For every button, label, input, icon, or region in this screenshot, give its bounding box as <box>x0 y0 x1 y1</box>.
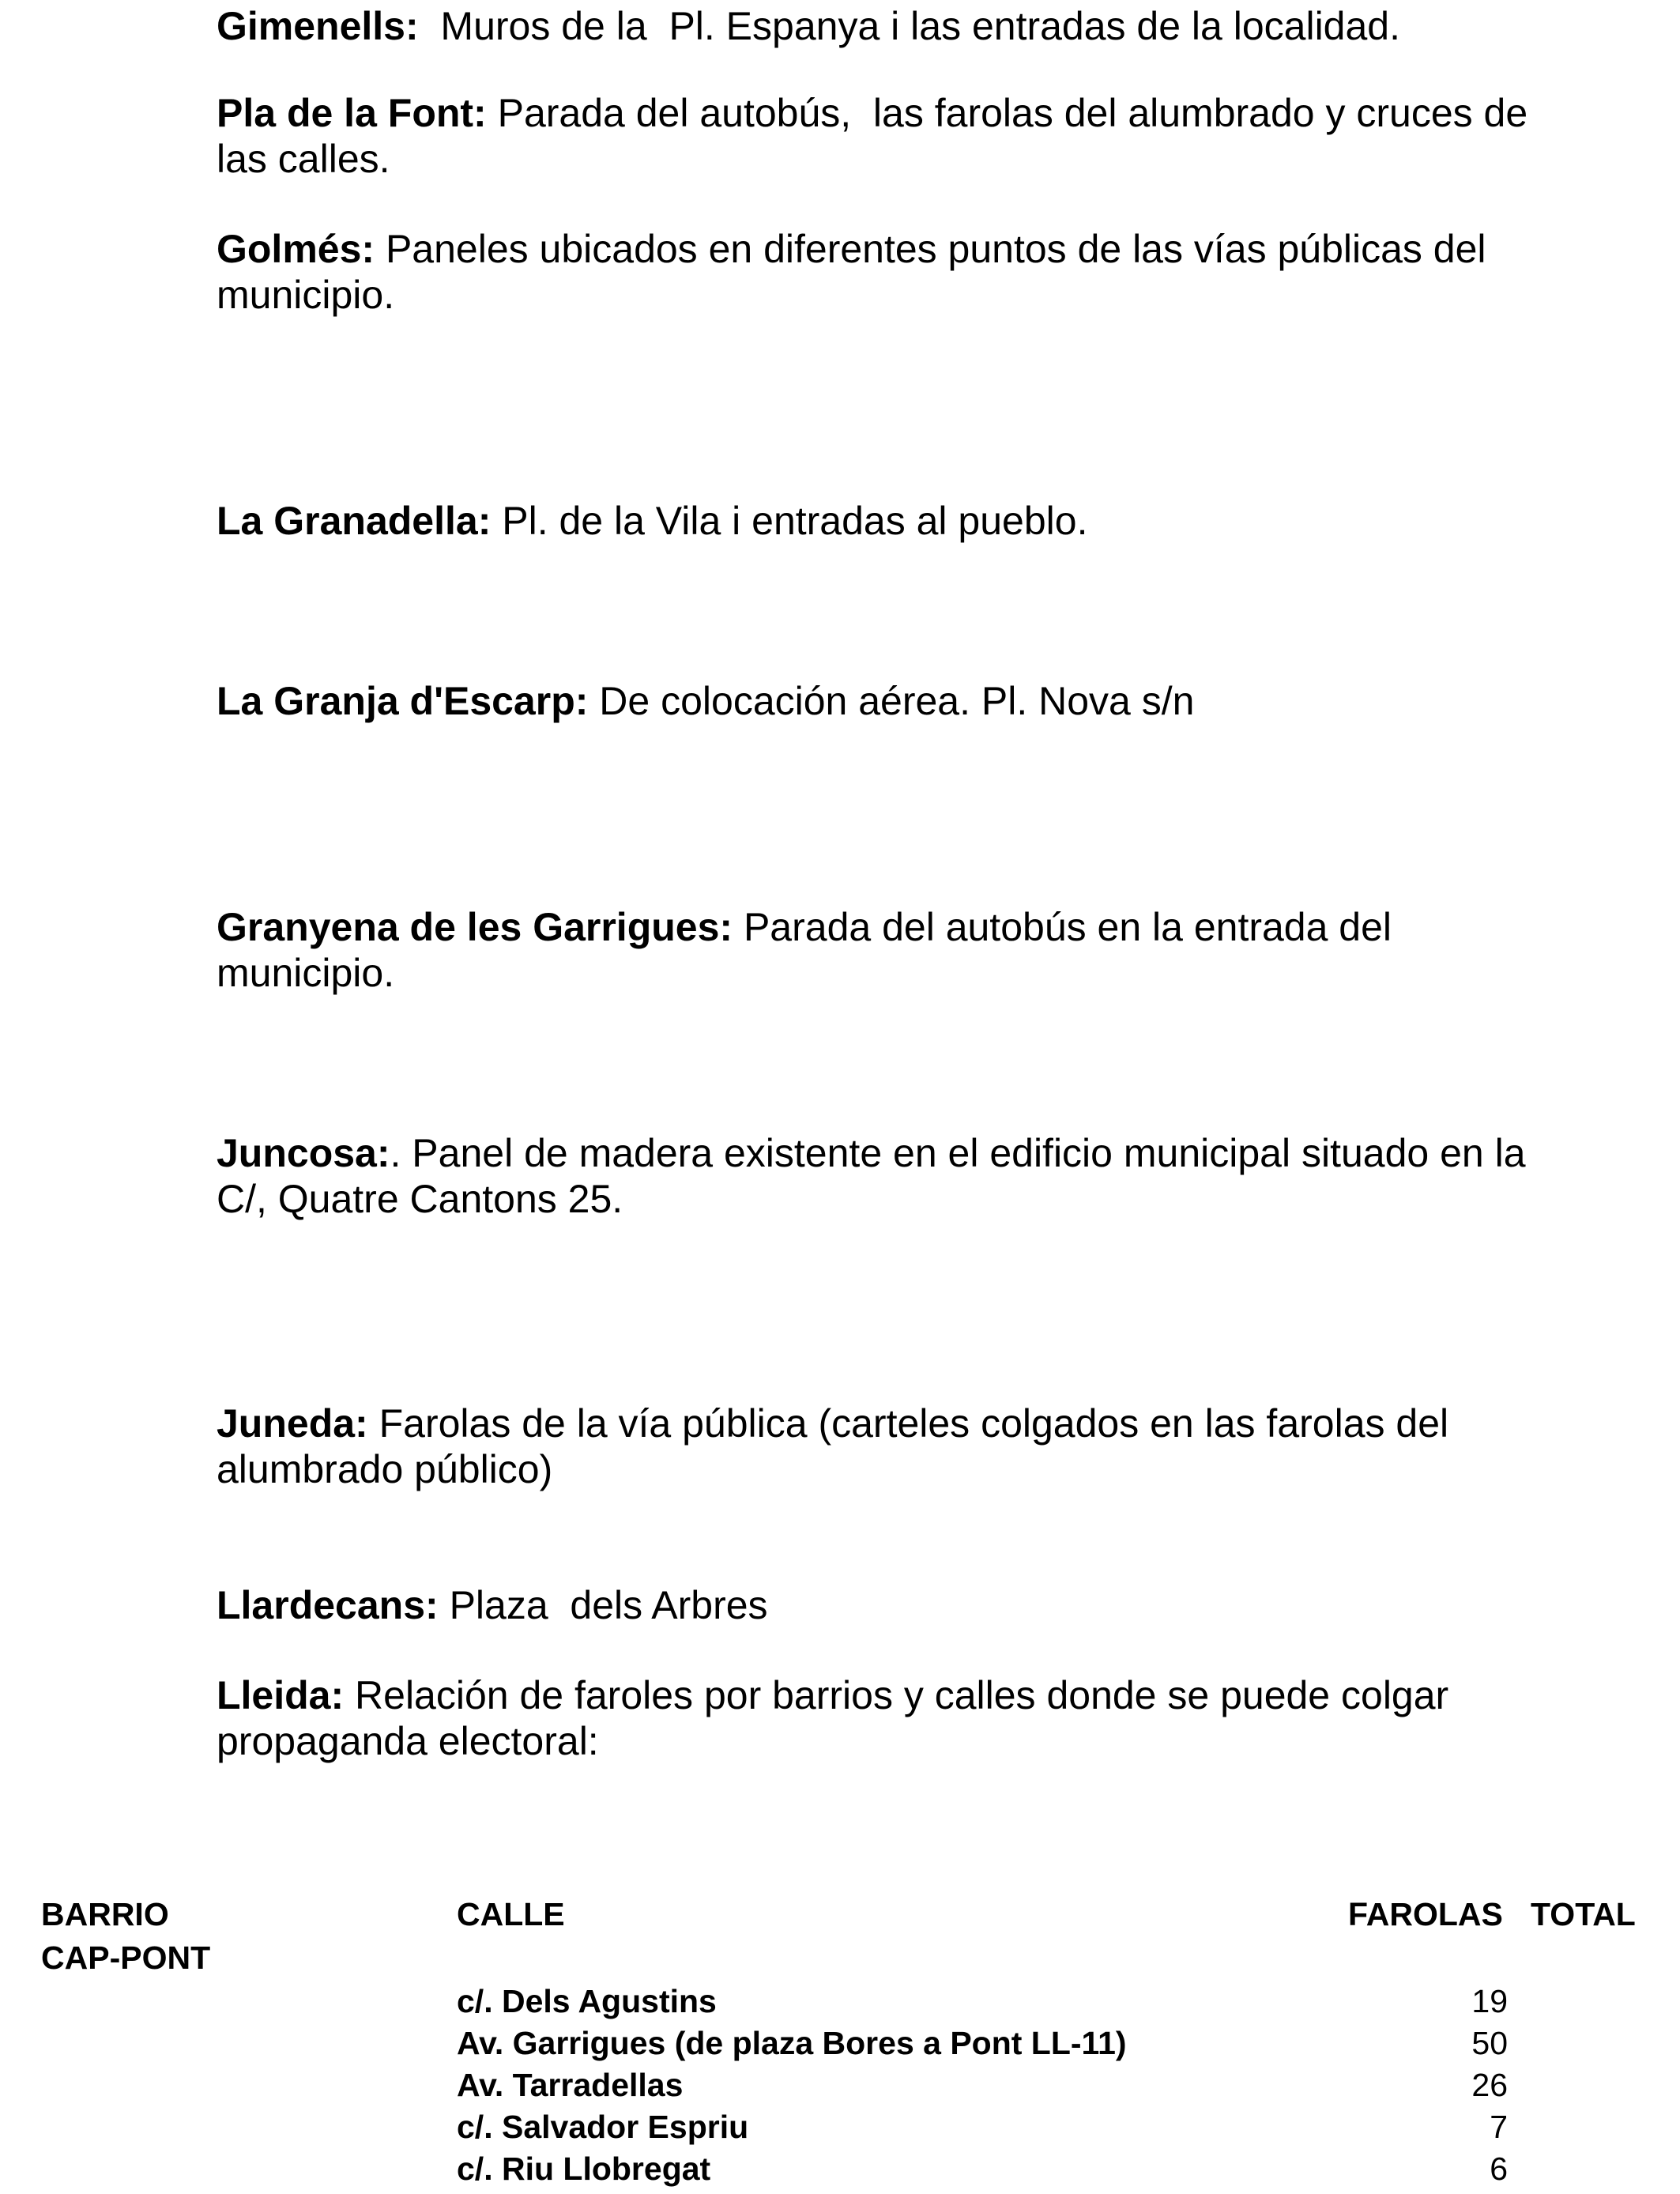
entry-la-granadella <box>217 498 1544 544</box>
header-total: TOTAL <box>1531 1896 1636 1932</box>
farolas-count: 26 <box>1471 2067 1508 2103</box>
table-row <box>0 1980 1680 2022</box>
entry-golmes <box>217 226 1544 318</box>
header-barrio: BARRIO <box>41 1896 169 1932</box>
farolas-count: 19 <box>1471 1983 1508 2019</box>
table-row <box>0 2022 1680 2064</box>
entry-pla-de-la-font <box>217 90 1544 182</box>
entry-text: . Panel de madera existente en el edificio municipal situado en la C/, Quatre Cantons 25. <box>217 1131 1526 1221</box>
header-calle: CALLE <box>457 1896 565 1932</box>
entry-lleida <box>217 1672 1544 1764</box>
table-row <box>0 2064 1680 2105</box>
entry-name: Lleida: <box>217 1673 345 1717</box>
entry-text: Paneles ubicados en diferentes puntos de las vías públicas del municipio. <box>217 227 1486 317</box>
entry-text: Parada del autobús en la entrada del municipio. <box>217 905 1392 995</box>
street-name: c/. Salvador Espriu <box>457 2109 749 2145</box>
street-name: c/. Dels Agustins <box>457 1983 717 2019</box>
farolas-count: 50 <box>1471 2025 1508 2061</box>
entry-name: Gimenells: <box>217 4 419 48</box>
entry-text: Farolas de la vía pública (carteles colgados en las farolas del alumbrado público) <box>217 1401 1449 1491</box>
entry-text: De colocación aérea. Pl. Nova s/n <box>588 679 1195 723</box>
entry-name: Juneda: <box>217 1401 368 1446</box>
farolas-count: 6 <box>1490 2151 1508 2187</box>
entry-name: Granyena de les Garrigues: <box>217 905 733 949</box>
table-row <box>0 2147 1680 2189</box>
table-row <box>0 2105 1680 2147</box>
entry-text: Plaza dels Arbres <box>438 1583 768 1627</box>
entry-text: Muros de la Pl. Espanya i las entradas de la localidad. <box>418 4 1400 48</box>
entry-name: Golmés: <box>217 227 375 271</box>
entry-la-granja-descarp <box>217 678 1544 724</box>
entry-text: Parada del autobús, las farolas del alumbrado y cruces de las calles. <box>217 91 1539 181</box>
street-name: Av. Tarradellas <box>457 2067 684 2103</box>
entry-llardecans <box>217 1582 1544 1628</box>
street-name: c/. Riu Llobregat <box>457 2151 711 2187</box>
entry-name: Llardecans: <box>217 1583 439 1627</box>
entry-juncosa <box>217 1130 1544 1222</box>
entry-text: Pl. de la Vila i entradas al pueblo. <box>491 499 1088 543</box>
entry-granyena <box>217 904 1544 996</box>
entry-name: Pla de la Font: <box>217 91 487 135</box>
barrio-name: CAP-PONT <box>41 1940 211 1976</box>
entry-name: La Granja d'Escarp: <box>217 679 589 723</box>
header-farolas: FAROLAS <box>1348 1896 1503 1932</box>
entry-text: Relación de faroles por barrios y calles donde se puede colgar propaganda electoral: <box>217 1673 1449 1763</box>
entry-name: Juncosa: <box>217 1131 390 1175</box>
entry-name: La Granadella: <box>217 499 492 543</box>
entry-gimenells <box>217 3 1544 49</box>
street-name: Av. Garrigues (de plaza Bores a Pont LL-11) <box>457 2025 1127 2061</box>
farolas-count: 7 <box>1490 2109 1508 2145</box>
entry-juneda <box>217 1400 1544 1492</box>
